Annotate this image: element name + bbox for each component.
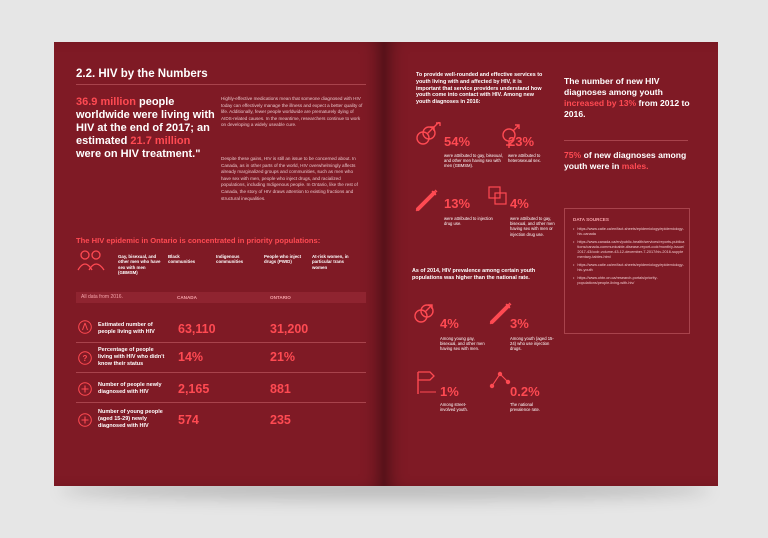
prev-stat-3-pct: 1%	[440, 384, 459, 399]
data-sources-box	[564, 208, 690, 334]
question-icon	[78, 351, 92, 365]
row-divider	[76, 402, 366, 403]
youth-stat-3-desc: were attributed to injection drug use.	[444, 216, 493, 227]
plus-icon	[78, 413, 92, 427]
prev-stat-4-desc: The national prevalence rate.	[510, 402, 541, 413]
left-page	[54, 42, 384, 486]
youth-intro: To provide well-rounded and effective services to youth living with and affected by HIV, it is important that service providers understand how youth come into contact with HIV. Among new youth diagnoses in 2016:	[416, 72, 543, 106]
prev-stat-4-pct: 0.2%	[510, 384, 540, 399]
col-ontario: ONTARIO	[270, 294, 291, 300]
people-icon	[76, 248, 106, 272]
row-3-canada: 2,165	[178, 382, 210, 396]
street-sign-icon	[414, 366, 438, 396]
callout-2	[564, 150, 694, 172]
callout-2-end: males.	[621, 161, 649, 171]
row-1-label: Estimated number of people living with HIV	[98, 322, 155, 335]
col-canada: CANADA	[177, 294, 197, 300]
callout-1-end: from 2012 to 2016.	[564, 98, 690, 119]
row-3-ontario: 881	[270, 382, 291, 396]
row-1-ontario: 31,200	[270, 322, 309, 336]
callout-2-text: of new diagnoses among youth were in	[564, 150, 687, 171]
sources-list	[573, 227, 685, 289]
group-pwid: People who inject drugs (PWID)	[264, 254, 302, 265]
source-item: • https://www.catie.ca/en/fact-sheets/epidemiology/epidemiology-hiv-youth	[573, 263, 684, 272]
source-link[interactable]: https://www.catie.ca/en/fact-sheets/epidemiology/epidemiology-hiv-youth	[577, 263, 684, 272]
intro-para-2: Despite these gains, HIV is still an issue to be concerned about. In Canada, as in other parts of the world, HIV overwhelmingly affects already marginalized groups and communities, such as men who have sex with men, people who inject drugs, and racialized populations, including Indigenous people. In Ontario, like the rest of Canada, the story of HIV draws attention to existing fractions and structural inequalities.	[221, 156, 358, 201]
table-header	[76, 292, 366, 303]
row-2-ontario: 21%	[270, 350, 296, 364]
callout-1-highlight: increased by 13%	[564, 98, 637, 108]
row-4-canada: 574	[178, 413, 199, 427]
row-3-label: Number of people newly diagnosed with HIV	[98, 382, 162, 395]
row-4-label: Number of young people (aged 15-29) newly diagnosed with HIV	[98, 409, 163, 429]
row-4-ontario: 235	[270, 413, 291, 427]
priority-heading: The HIV epidemic in Ontario is concentrated in priority populations:	[76, 236, 321, 245]
male-male-icon	[414, 122, 442, 148]
syringe-icon	[414, 187, 440, 213]
youth-stat-2-pct: 23%	[508, 134, 535, 149]
row-2-label: Percentage of people living with HIV who didn't know their status	[98, 347, 165, 367]
youth-stat-1-desc: were attributed to gay, bisexual, and other men having sex with men (GBMSM).	[444, 153, 503, 169]
group-black: Black communities	[168, 254, 196, 265]
sources-title: DATA SOURCES	[573, 217, 609, 222]
intro-highlight-1: 36.9 million	[76, 96, 136, 108]
row-divider	[76, 372, 366, 373]
group-women: At-risk women, in particular trans women	[312, 254, 349, 270]
youth-stat-3-pct: 13%	[444, 196, 471, 211]
prevalence-intro: As of 2014, HIV prevalence among certain youth populations was higher than the national rate.	[412, 268, 536, 281]
prev-stat-1-pct: 4%	[440, 316, 459, 331]
intro-text-1: people worldwide were living with HIV at the end of 2017; an estimated	[76, 96, 215, 147]
row-2-canada: 14%	[178, 350, 204, 364]
intro-para-1: Highly-effective medications mean that someone diagnosed with HIV today can effectively manage the illness and expect a better quality of life. Additionally, fewer people worldwide are prematurely dying of AIDS-related causes. In the meantime, researchers continue to work on developing a widely useable cure.	[221, 96, 363, 128]
source-item: • https://www.canada.ca/en/public-health/services/reports-publications/canada-communicable-disease-report-ccdr/monthly-issue/2017-43/ccdr-volume-43-12-december-7-2017/hiv-2016-supplementary-tables.html	[573, 240, 685, 259]
prev-stat-3-desc: Among street-involved youth.	[440, 402, 468, 413]
source-link[interactable]: https://www.catie.ca/en/fact-sheets/epidemiology/epidemiology-hiv-canada	[577, 227, 684, 236]
male-male-icon	[412, 300, 438, 326]
prev-stat-2-desc: Among youth (aged 15-24) who use injection drugs.	[510, 336, 554, 352]
intro-stat	[76, 96, 216, 161]
right-page	[384, 42, 718, 486]
prev-stat-1-desc: Among young gay, bisexual, and other men having sex with men.	[440, 336, 485, 352]
intro-highlight-2: 21.7 million	[130, 135, 191, 147]
youth-stat-2-desc: were attributed to heterosexual sex.	[508, 153, 541, 164]
row-divider	[76, 342, 366, 343]
source-item: • https://www.ohtn.on.ca/research-portals/priority-populations/people-living-with-hiv/	[573, 276, 685, 286]
svg-text:?: ?	[82, 354, 88, 363]
youth-stat-4-pct: 4%	[510, 196, 529, 211]
row-1-canada: 63,110	[178, 322, 216, 336]
callout-1	[564, 76, 700, 120]
source-link[interactable]: https://www.canada.ca/en/public-health/services/reports-publications/canada-communicable-disease-report-ccdr/monthly-issue/2017-43/ccdr-volume-43-12-december-7-2017/hiv-2016-supplementary-tables.html	[577, 240, 685, 259]
section-title: 2.2. HIV by the Numbers	[76, 68, 208, 80]
youth-stat-4-desc: were attributed to gay, bisexual, and other men having sex with men or injection drug use.	[510, 216, 555, 237]
callout-1-text: The number of new HIV diagnoses among youth	[564, 76, 663, 97]
group-gbmsm: Gay, bisexual, and other men who have sex with men (GBMSM)	[118, 254, 161, 276]
callout-divider	[564, 140, 688, 141]
network-icon	[488, 368, 512, 392]
group-indigenous: Indigenous communities	[216, 254, 244, 265]
ribbon-icon	[78, 320, 92, 334]
youth-stat-1-pct: 54%	[444, 134, 471, 149]
intro-text-2: were on HIV treatment."	[76, 148, 201, 160]
source-link[interactable]: https://www.ohtn.on.ca/research-portals/priority-populations/people-living-with-hiv/	[577, 276, 658, 285]
table-note: All data from 2016.	[81, 294, 123, 300]
source-item: • https://www.catie.ca/en/fact-sheets/epidemiology/epidemiology-hiv-canada	[573, 227, 684, 236]
prev-stat-2-pct: 3%	[510, 316, 529, 331]
overlap-squares-icon	[488, 186, 508, 206]
title-rule	[76, 84, 366, 85]
callout-2-highlight: 75%	[564, 150, 582, 160]
plus-icon	[78, 382, 92, 396]
